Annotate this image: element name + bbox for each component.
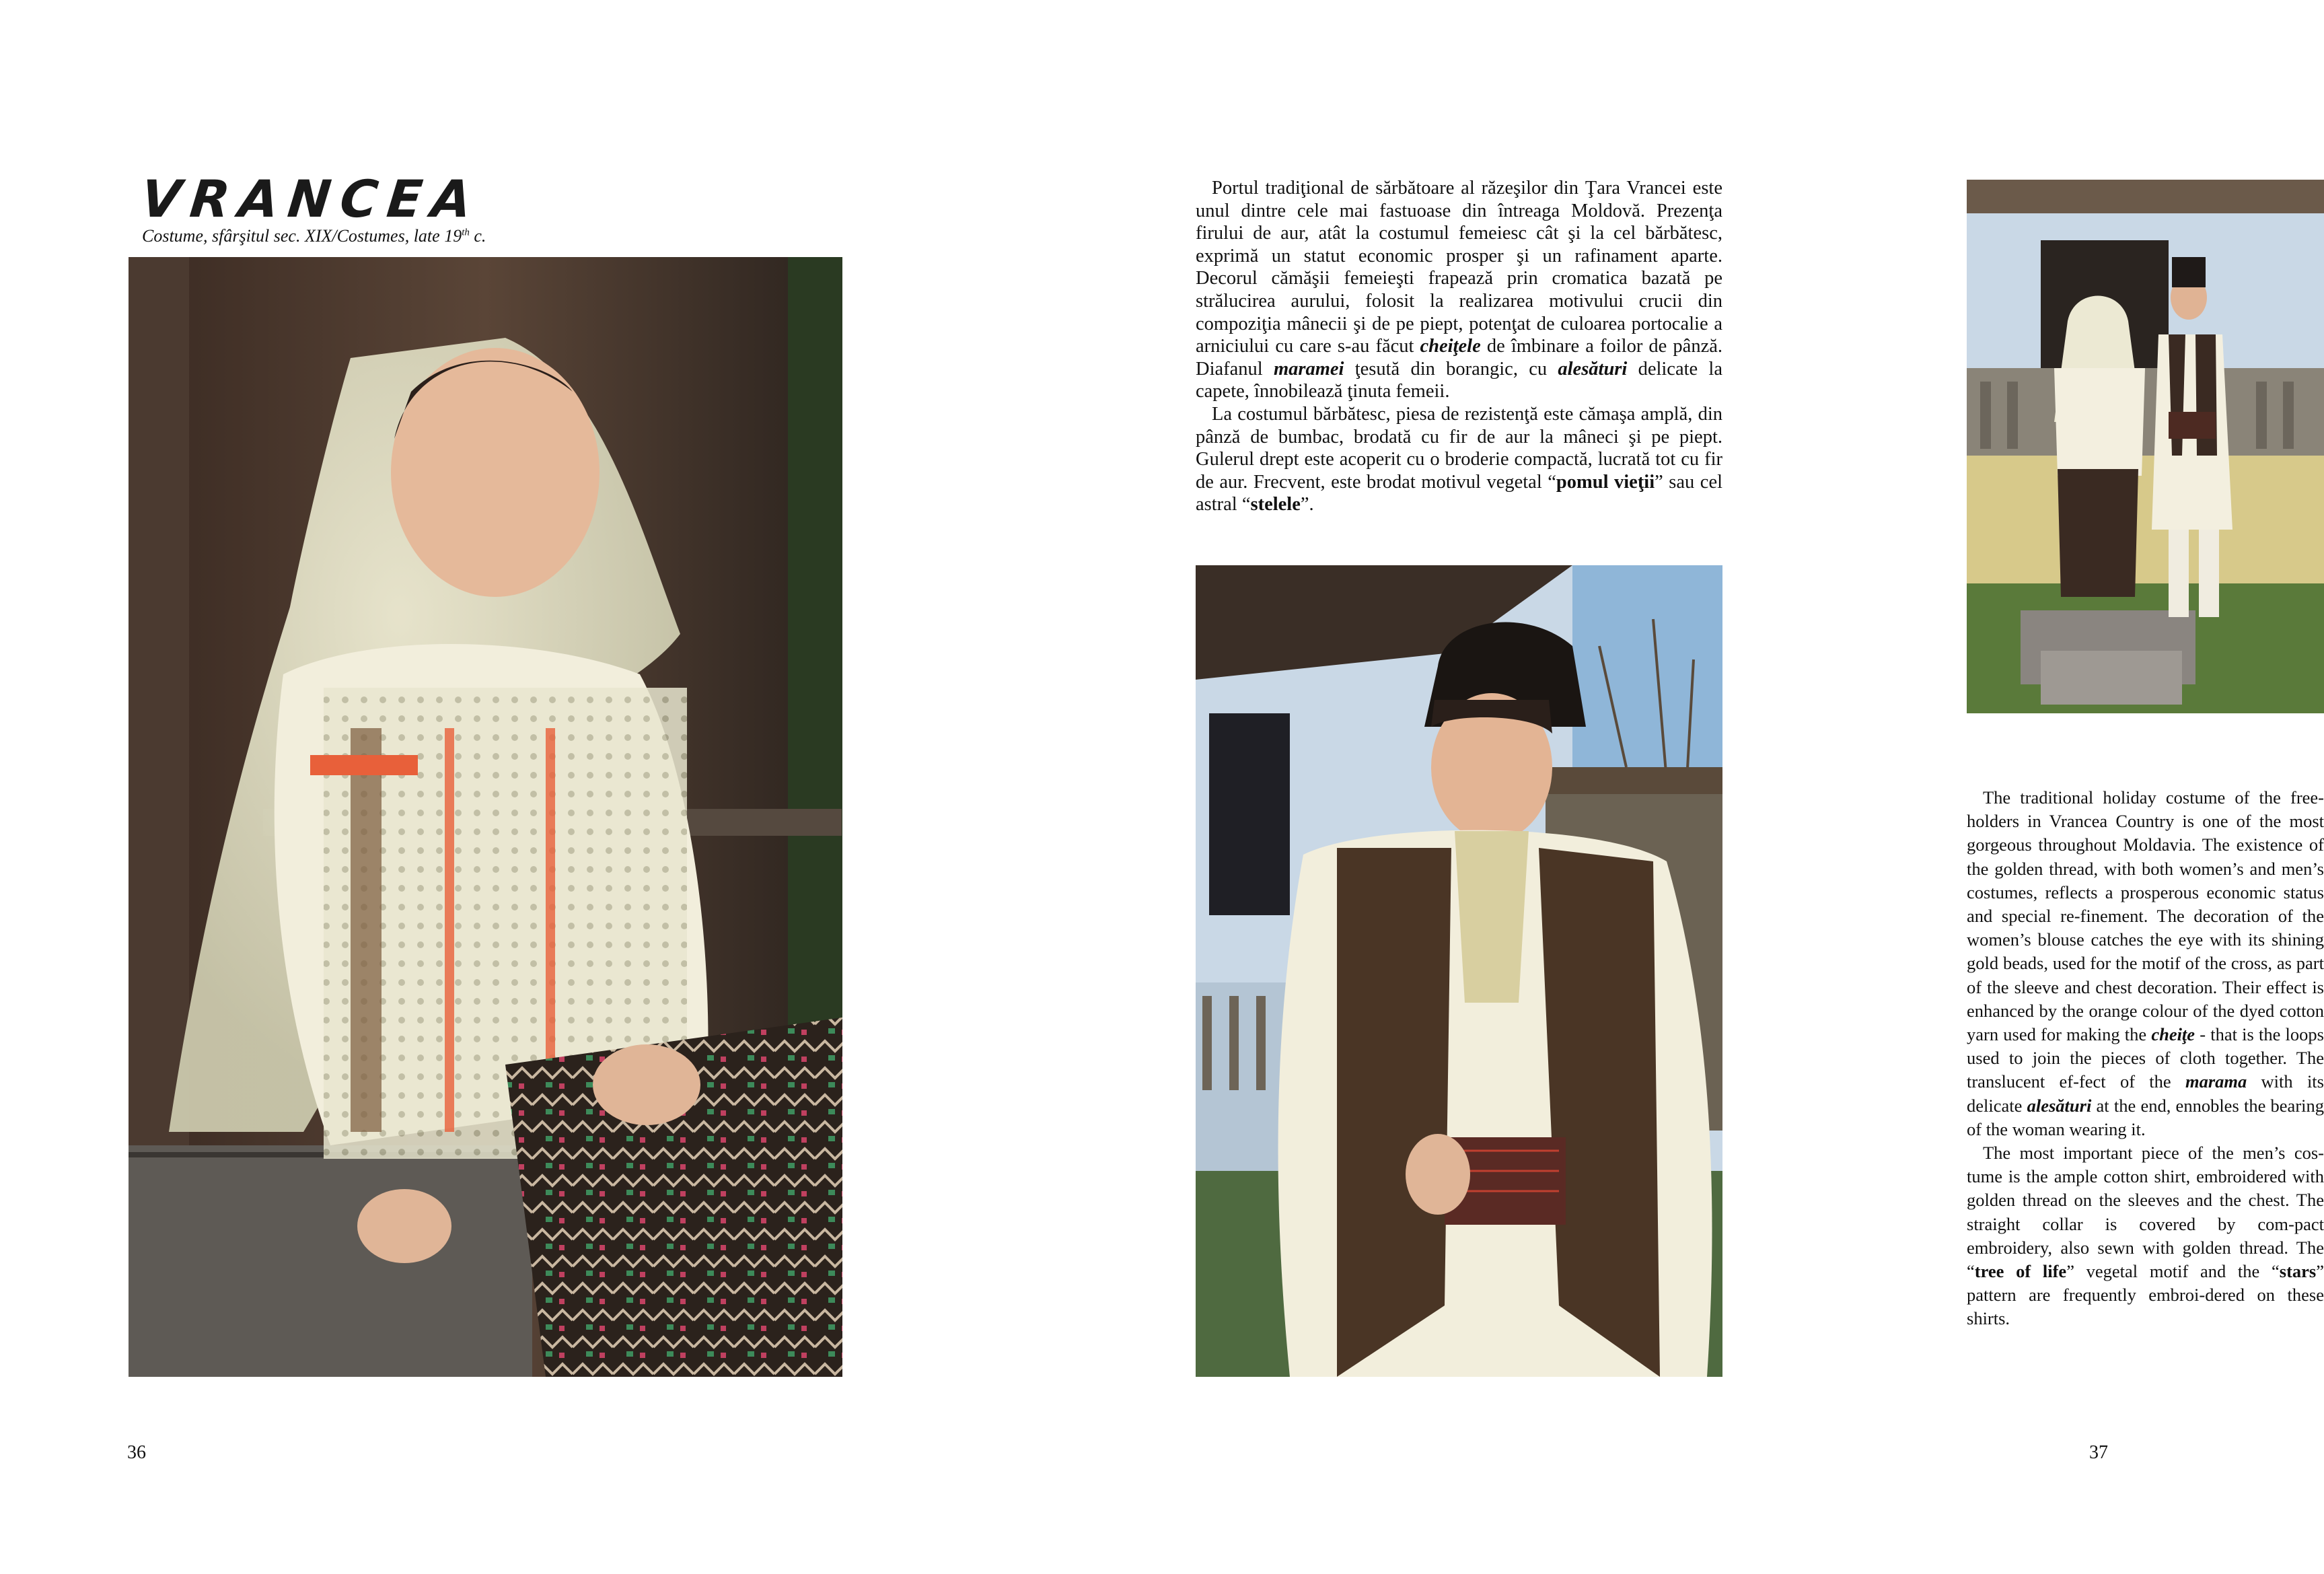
photo-caption	[142, 227, 486, 245]
english-paragraph-2: The most important piece of the men’s cos-tume is the ample cotton shirt, embroidered with golden thread on the sleeves and the chest. The straight collar is covered by com-pact embroidery, also sewn with golden thread. The “tree of life” vegetal motif and the “stars” pattern are frequently embroi-dered on these shirts.	[1967, 1143, 2324, 1329]
page-number-left: 36	[127, 1442, 146, 1463]
page-number-right: 37	[2089, 1442, 2108, 1463]
term-stelele: stelele	[1250, 494, 1301, 515]
term-cheitele: cheiţele	[1420, 336, 1481, 357]
english-paragraph-1: The traditional holiday costume of the free-holders in Vrancea Country is one of the most gorgeous throughout Moldavia. The existence of the golden thread, with both women’s and men’s costumes, reflects a prosperous economic status and special re-finement. The decoration of the women’s blouse catches the eye with its shining gold beads, used for the motif of the cross, as part of the sleeve and chest decoration. Their effect is enhanced by the orange colour of the dyed cotton yarn used for making the cheiţe - that is the loops used to join the pieces of cloth together. The translucent ef-fect of the marama with its delicate alesături at the end, ennobles the bearing of the woman wearing it.	[1967, 787, 2324, 1139]
term-stars: stars	[2279, 1261, 2317, 1282]
english-text	[1967, 786, 2324, 1331]
romanian-text	[1196, 177, 1722, 516]
left-page	[0, 0, 1113, 1574]
term-alesaturi-en: alesături	[2027, 1095, 2092, 1116]
right-page	[1113, 0, 2324, 1574]
man-photo-illustration	[1196, 565, 1722, 1377]
caption-superscript: th	[462, 227, 470, 238]
page-title: VRANCEA	[138, 169, 484, 229]
term-maramei: maramei	[1273, 358, 1344, 380]
woman-costume-photo	[129, 257, 842, 1377]
term-cheite: cheiţe	[2151, 1024, 2195, 1045]
couple-costume-photo	[1967, 180, 2324, 713]
term-alesaturi: alesături	[1558, 358, 1628, 380]
romanian-paragraph-2: La costumul bărbătesc, piesa de rezistenţă este cămaşa amplă, din pânză de bumbac, brodată cu fir de aur la mâneci şi pe piept. Gulerul drept este acoperit cu o broderie compactă, lucrată tot cu fir de aur. Frecvent, este brodat motivul vegetal “pomul vieţii” sau cel astral “stelele”.	[1196, 403, 1723, 515]
term-pomul-vietii: pomul vieţii	[1556, 471, 1655, 493]
man-costume-photo	[1196, 565, 1722, 1377]
term-marama: marama	[2185, 1071, 2247, 1092]
romanian-paragraph-1: Portul tradiţional de sărbătoare al răzeşilor din Ţara Vrancei este unul dintre cele mai fastuoase din întreaga Moldovă. Prezenţa firului de aur, atât la costumul femeiesc cât şi la cel bărbătesc, exprimă un statut economic prosper şi un rafinament aparte. Decorul cămăşii femeieşti frapează prin cromatica bazată pe strălucirea aurului, folosit la realizarea motivului crucii din compoziţia mânecii şi de pe piept, potenţat de culoarea portocalie a arniciului cu care s-au făcut cheiţele de îmbinare a foilor de pânză. Diafanul maramei ţesută din borangic, cu alesături delicate la capete, înnobilează ţinuta femeii.	[1196, 178, 1722, 402]
couple-photo-illustration	[1967, 180, 2324, 713]
woman-photo-illustration	[129, 257, 842, 1377]
caption-end: c.	[469, 226, 486, 246]
term-tree-of-life: tree of life	[1974, 1261, 2067, 1282]
caption-text: Costume, sfârşitul sec. XIX/Costumes, late 19	[142, 226, 462, 246]
